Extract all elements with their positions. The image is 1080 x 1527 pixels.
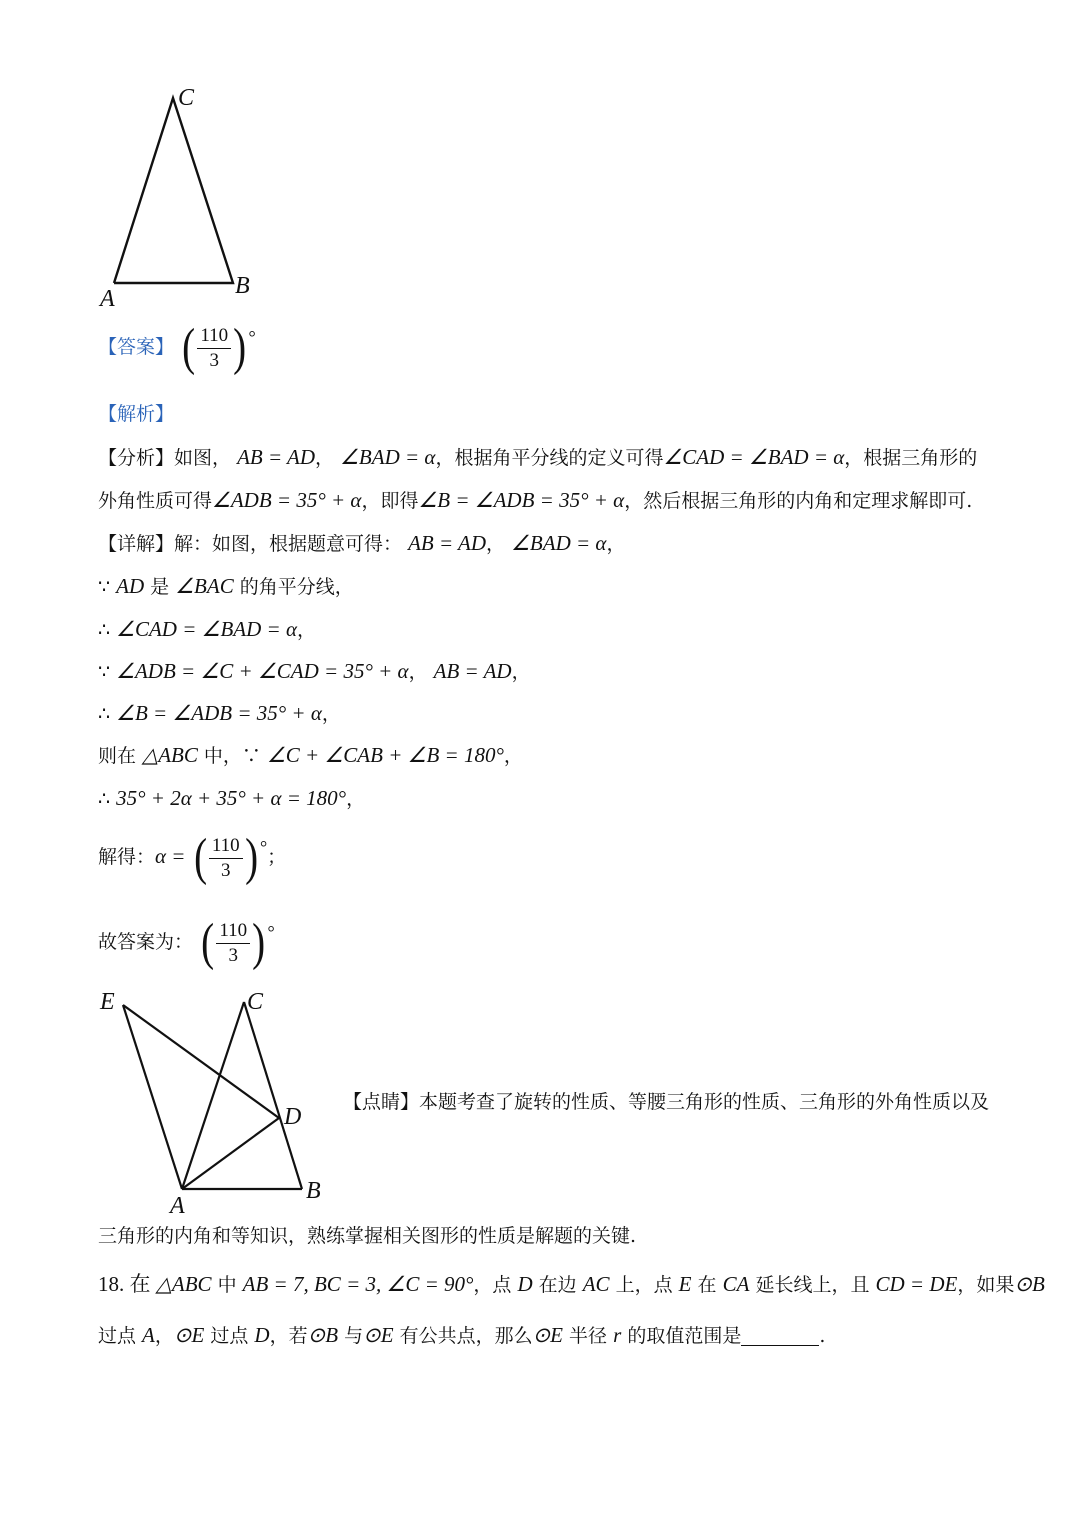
label-d: D [284,1104,302,1130]
label-a: A [100,286,115,312]
label-c: C [178,85,195,111]
analysis-tag: 【解析】 [98,403,175,425]
triangle-figure-1 [95,80,275,320]
rotation-figure-2 [95,985,335,1215]
fenxi-line-2: 外角性质可得∠ADB = 35° + α，即得∠B = ∠ADB = 35° + α，然后根据三角形的内角和定理求解即可. [98,488,973,512]
triangle-abc-outline [114,98,233,283]
xiangjie-line-4: ∵ ∠ADB = ∠C + ∠CAD = 35° + α， AB = AD， [98,659,531,683]
xiangjie-line-2: ∵ AD 是 ∠BAC 的角平分线， [98,574,354,598]
right-paren: ) [233,319,247,376]
label-a: A [170,1193,185,1215]
label-e: E [100,989,115,1015]
xiangjie-line-5: ∴ ∠B = ∠ADB = 35° + α， [98,701,341,725]
answer-tag: 【答案】 [98,336,175,358]
left-paren: ( [182,319,196,376]
answer-fraction: $\frac{110}{3}$ [197,324,231,373]
dianjing-line-1: 【点睛】本题考查了旋转的性质、等腰三角形的性质、三角形的外角性质以及 [343,1091,990,1113]
xiangjie-line-6: 则在 △ABC 中，∵ ∠C + ∠CAB + ∠B = 180°， [98,743,523,767]
answer-line: 【答案】 ( $\frac{110}{3}$ ) ° [98,319,256,376]
q18-line-2: 过点 A，⊙E 过点 D，若⊙B 与⊙E 有公共点，那么⊙E 半径 r 的取值范围是 . [98,1323,826,1347]
fenxi-line-1: 【分析】如图， AB = AD， ∠BAD = α，根据角平分线的定义可得∠CAD = ∠BAD = α，根据三角形的 [98,445,978,469]
xiangjie-line-1: 【详解】解：如图，根据题意可得： AB = AD， ∠BAD = α， [98,531,626,555]
segment-ed [123,1005,279,1118]
segment-ad [182,1118,279,1189]
dianjing-line-2: 三角形的内角和等知识，熟练掌握相关图形的性质是解题的关键. [98,1225,637,1247]
label-b: B [235,273,250,299]
alpha-fraction: $\frac{110}{3}$ [209,834,243,883]
label-b: B [306,1178,321,1204]
xiangjie-line-8: 解得：α = ( $\frac{110}{3}$ ) °； [98,829,287,886]
xiangjie-line-7: ∴ 35° + 2α + 35° + α = 180°， [98,786,366,810]
final-fraction: $\frac{110}{3}$ [216,919,250,968]
label-c: C [247,989,264,1015]
q18-line-1: 18. 在 △ABC 中 AB = 7, BC = 3, ∠C = 90°，点 D 在边 AC 上，点 E 在 CA 延长线上，且 CD = DE，如果⊙B [98,1272,1045,1296]
xiangjie-line-9: 故答案为： ( $\frac{110}{3}$ ) ° [98,914,275,971]
segment-ea [123,1005,182,1189]
answer-blank[interactable] [741,1327,819,1346]
xiangjie-line-3: ∴ ∠CAD = ∠BAD = α， [98,617,316,641]
segment-ac [182,1002,244,1189]
segment-cb [244,1002,302,1189]
